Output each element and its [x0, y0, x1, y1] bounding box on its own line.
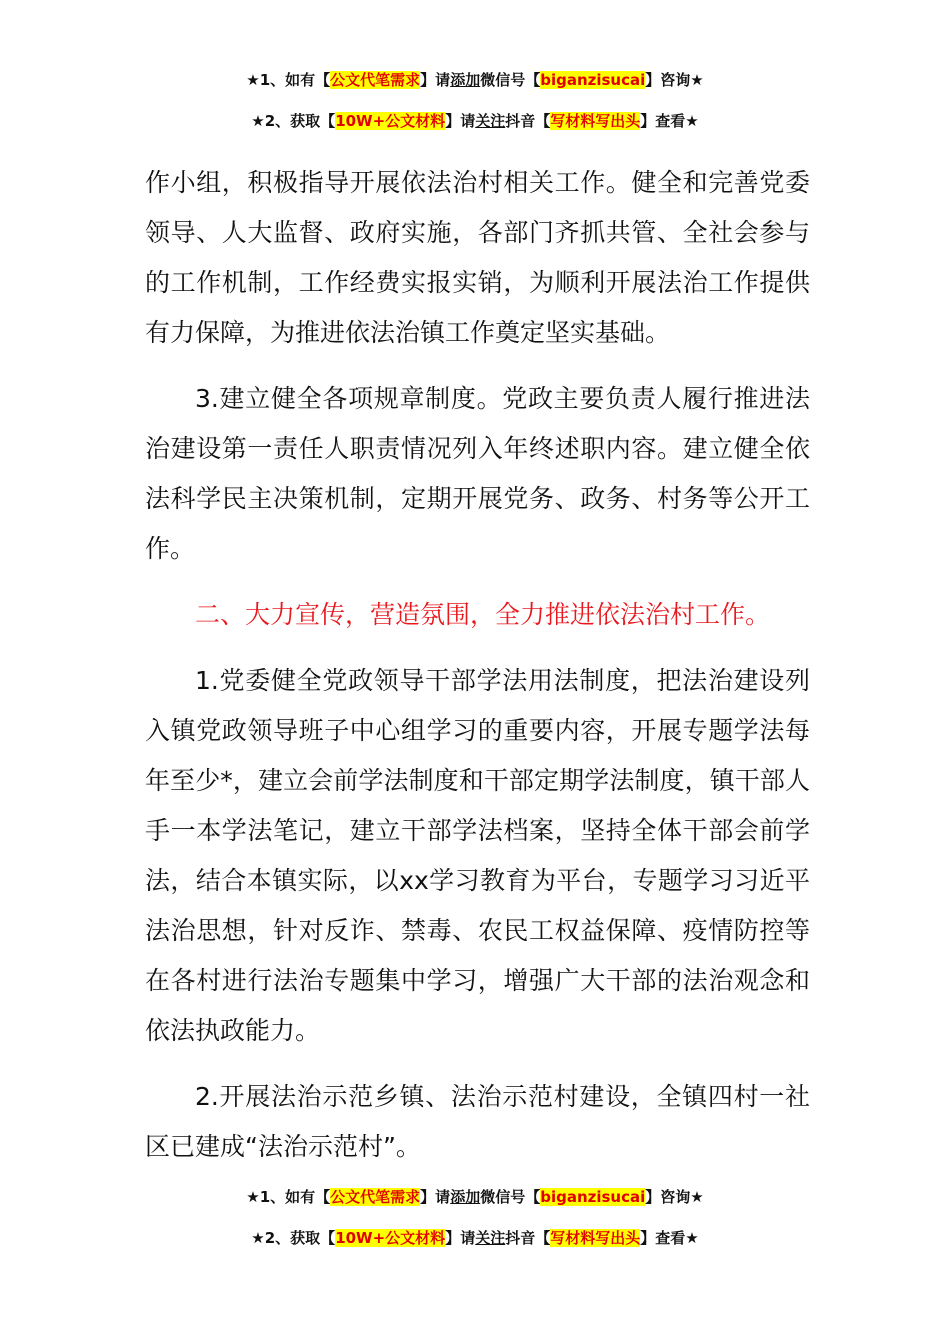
banner-underline: 添加 [450, 1188, 481, 1206]
banner-text: 】咨询★ [645, 71, 704, 89]
banner-text: 】请 [420, 1188, 451, 1206]
paragraph-item-3: 3.建立健全各项规章制度。党政主要负责人履行推进法治建设第一责任人职责情况列入年终述职内容。建立健全依法科学民主决策机制，定期开展党务、政务、村务等公开工作。 [145, 384, 810, 563]
footer-banner-line-1 [0, 1187, 950, 1207]
banner-text: ★1、如有【 [246, 1188, 331, 1206]
paragraph-item-2: 2.开展法治示范乡镇、法治示范村建设，全镇四村一社区已建成“法治示范村”。 [145, 1082, 810, 1161]
banner-text: 微信号【 [480, 71, 541, 89]
banner-text: 】查看★ [640, 112, 699, 130]
banner-highlight: 公文代笔需求 [330, 71, 421, 89]
banner-highlight: 写材料写出头 [550, 112, 641, 130]
banner-highlight: 公文代笔需求 [330, 1188, 421, 1206]
banner-underline: 关注 [475, 1229, 506, 1247]
banner-text: 】请 [420, 71, 451, 89]
section-heading: 二、大力宣传，营造氛围，全力推进依法治村工作。 [195, 600, 771, 629]
banner-text: ★1、如有【 [246, 71, 331, 89]
banner-text: 】查看★ [640, 1229, 699, 1247]
banner-highlight: biganzisucai [540, 1188, 646, 1206]
banner-underline: 添加 [450, 71, 481, 89]
banner-highlight: 10W+公文材料 [335, 112, 446, 130]
banner-text: 微信号【 [480, 1188, 541, 1206]
banner-highlight: 10W+公文材料 [335, 1229, 446, 1247]
banner-text: 】请 [445, 112, 476, 130]
header-banner-line-2 [0, 111, 950, 131]
header-banner-line-1 [0, 70, 950, 90]
paragraph-continuation: 作小组，积极指导开展依法治村相关工作。健全和完善党委领导、人大监督、政府实施，各部门齐抓共管、全社会参与的工作机制，工作经费实报实销，为顺利开展法治工作提供有力保障，为推进依法治镇工作奠定坚实基础。 [145, 168, 810, 347]
banner-text: 抖音【 [505, 112, 551, 130]
banner-highlight: biganzisucai [540, 71, 646, 89]
banner-text: 抖音【 [505, 1229, 551, 1247]
paragraph-item-1: 1.党委健全党政领导干部学法用法制度，把法治建设列入镇党政领导班子中心组学习的重要内容，开展专题学法每年至少*，建立会前学法制度和干部定期学法制度，镇干部人手一本学法笔记，建立干部学法档案，坚持全体干部会前学法，结合本镇实际，以xx学习教育为平台，专题学习习近平法治思想，针对反诈、禁毒、农民工权益保障、疫情防控等在各村进行法治专题集中学习，增强广大干部的法治观念和依法执政能力。 [145, 666, 810, 1045]
document-body [145, 158, 810, 1172]
banner-text: ★2、获取【 [251, 112, 336, 130]
banner-text: 】咨询★ [645, 1188, 704, 1206]
banner-text: 】请 [445, 1229, 476, 1247]
footer-banner-line-2 [0, 1228, 950, 1248]
banner-underline: 关注 [475, 112, 506, 130]
banner-highlight: 写材料写出头 [550, 1229, 641, 1247]
banner-text: ★2、获取【 [251, 1229, 336, 1247]
